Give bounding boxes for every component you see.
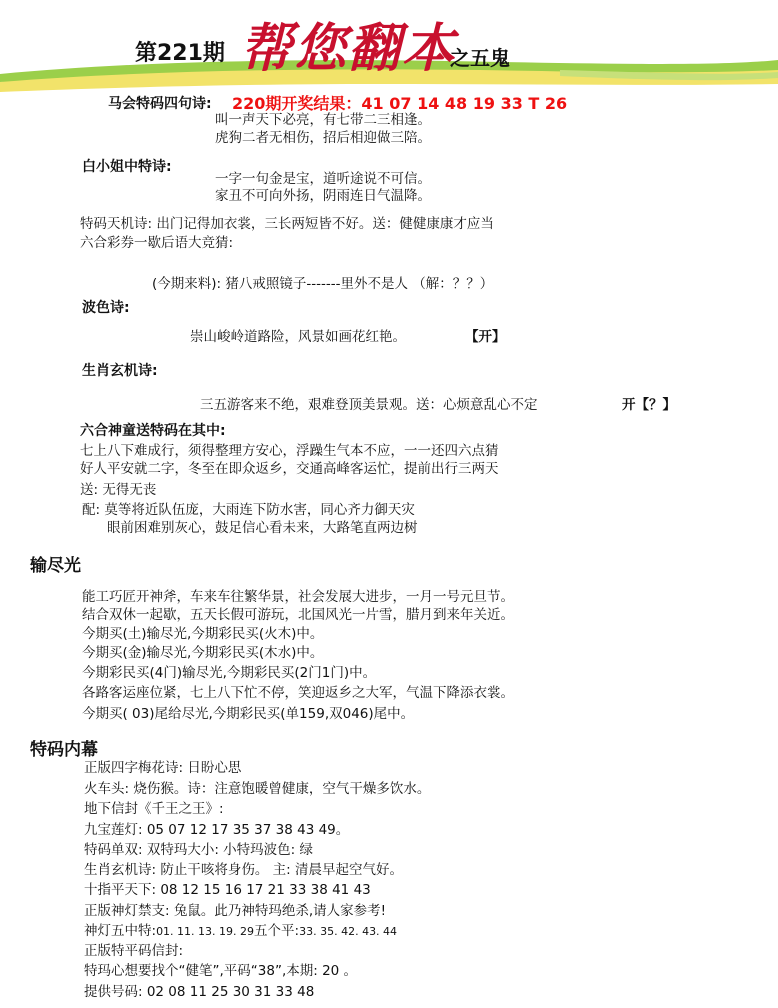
shengxiao-line: 三五游客来不绝，艰难登顶美景观。送：心烦意乱心不定 xyxy=(200,397,538,413)
wuge-numbers: 33. 35. 42. 43. 44 xyxy=(299,925,398,938)
shendeng-label: 神灯五中特: xyxy=(84,923,157,939)
neimu-line-4: 九宝莲灯: 05 07 12 17 35 37 38 43 49。 xyxy=(84,822,350,838)
neimu-line-1: 正版四字梅花诗: 日盼心思 xyxy=(84,760,242,776)
previous-result: 220期开奖结果：41 07 14 48 19 33 T 26 xyxy=(232,94,568,113)
shen-label: 六合神童送特码在其中: xyxy=(80,423,226,439)
neimu-line-8: 正版神灯禁支: 兔鼠。此乃神特玛绝杀,请人家参考! xyxy=(84,903,387,919)
shujin-line-1: 能工巧匠开神斧，车来车往繁华景，社会发展大进步，一月一号元旦节。 xyxy=(82,589,514,605)
shujin-line-4: 今期买(金)输尽光,今期彩民买(木水)中。 xyxy=(82,645,324,661)
shengxiao-tag: 开【？】 xyxy=(622,397,676,413)
title-suffix: 之五鬼 xyxy=(450,46,510,70)
bose-tag: 【开】 xyxy=(465,329,506,345)
mahui-line-1: 叫一声天下必亮，有七带二三相逢。 xyxy=(215,112,431,128)
bai-line-2: 家丑不可向外扬，阴雨连日气温降。 xyxy=(215,188,431,204)
shendeng-row xyxy=(84,922,397,941)
shen-pei-1: 配: 莫等将近队伍庞，大雨连下防水害，同心齐力御天灾 xyxy=(82,502,415,518)
shujin-line-5: 今期彩民买(4门)输尽光,今期彩民买(2门1门)中。 xyxy=(82,665,377,681)
shen-line-1: 七上八下难成行，须得整理方安心，浮躁生气本不应，一一还四六点猜 xyxy=(80,443,499,459)
neimu-line-10: 特玛心想要找个“健笔”,平码“38”,本期: 20 。 xyxy=(84,963,358,979)
wuge-label: 五个平: xyxy=(254,923,300,939)
tianji-line: 特码天机诗: 出门记得加衣裳，三长两短皆不好。送：健健康康才应当 xyxy=(80,216,494,232)
neimu-line-2: 火车头: 烧伤猴。诗：注意饱暖曾健康，空气干燥多饮水。 xyxy=(84,781,431,797)
neimu-line-11: 提供号码: 02 08 11 25 30 31 33 48 xyxy=(84,984,315,1000)
shen-line-2: 好人平安就二字，冬至在即众返乡，交通高峰客运忙，提前出行三两天 xyxy=(80,461,499,477)
shujin-line-6: 各路客运座位紧，七上八下忙不停，笑迎返乡之大军，气温下降添衣裳。 xyxy=(82,685,514,701)
neimu-heading: 特码内幕 xyxy=(30,740,98,760)
neimu-line-5: 特码单双: 双特玛大小: 小特玛波色: 绿 xyxy=(84,842,314,858)
neimu-line-6: 生肖玄机诗: 防止干咳将身伤。 主: 清晨早起空气好。 xyxy=(84,862,403,878)
page-title: 帮您翻本 xyxy=(240,18,457,79)
bose-line: 崇山峻岭道路险，风景如画花红艳。 xyxy=(190,329,406,345)
shengxiao-label: 生肖玄机诗: xyxy=(82,363,158,379)
neimu-line-9: 正版特平码信封: xyxy=(84,943,184,959)
shujin-line-3: 今期买(土)输尽光,今期彩民买(火木)中。 xyxy=(82,626,324,642)
shujin-heading: 输尽光 xyxy=(30,556,81,576)
neimu-line-7: 十指平天下: 08 12 15 16 17 21 33 38 41 43 xyxy=(84,882,371,898)
bai-label: 白小姐中特诗: xyxy=(82,159,172,175)
mahui-line-2: 虎狗二者无相伤，招后相迎做三陪。 xyxy=(215,130,431,146)
shujin-line-2: 结合双休一起歇，五天长假可游玩，北国风光一片雪，腊月到来年关近。 xyxy=(82,607,514,623)
issue-number: 第221期 xyxy=(135,41,225,66)
shendeng-numbers: 01. 11. 13. 19. 29 xyxy=(156,925,255,938)
bai-line-1: 一字一句金是宝，道听途说不可信。 xyxy=(215,171,431,187)
liuhe-guess-line: (今期来料): 猪八戒照镜子-------里外不是人 （解：？？） xyxy=(152,276,494,292)
bose-label: 波色诗: xyxy=(82,300,130,316)
shen-pei-2: 眼前困难别灰心，鼓足信心看未来，大路笔直两边树 xyxy=(107,520,418,536)
mahui-label: 马会特码四句诗: xyxy=(108,96,212,112)
shen-send: 送: 无得无丧 xyxy=(80,482,157,498)
liuhe-guess-label: 六合彩券一歇后语大竞猜: xyxy=(80,235,234,251)
shujin-line-7: 今期买( 03)尾给尽光,今期彩民买(单159,双046)尾中。 xyxy=(82,706,415,722)
neimu-line-3: 地下信封《千王之王》: xyxy=(84,801,224,817)
